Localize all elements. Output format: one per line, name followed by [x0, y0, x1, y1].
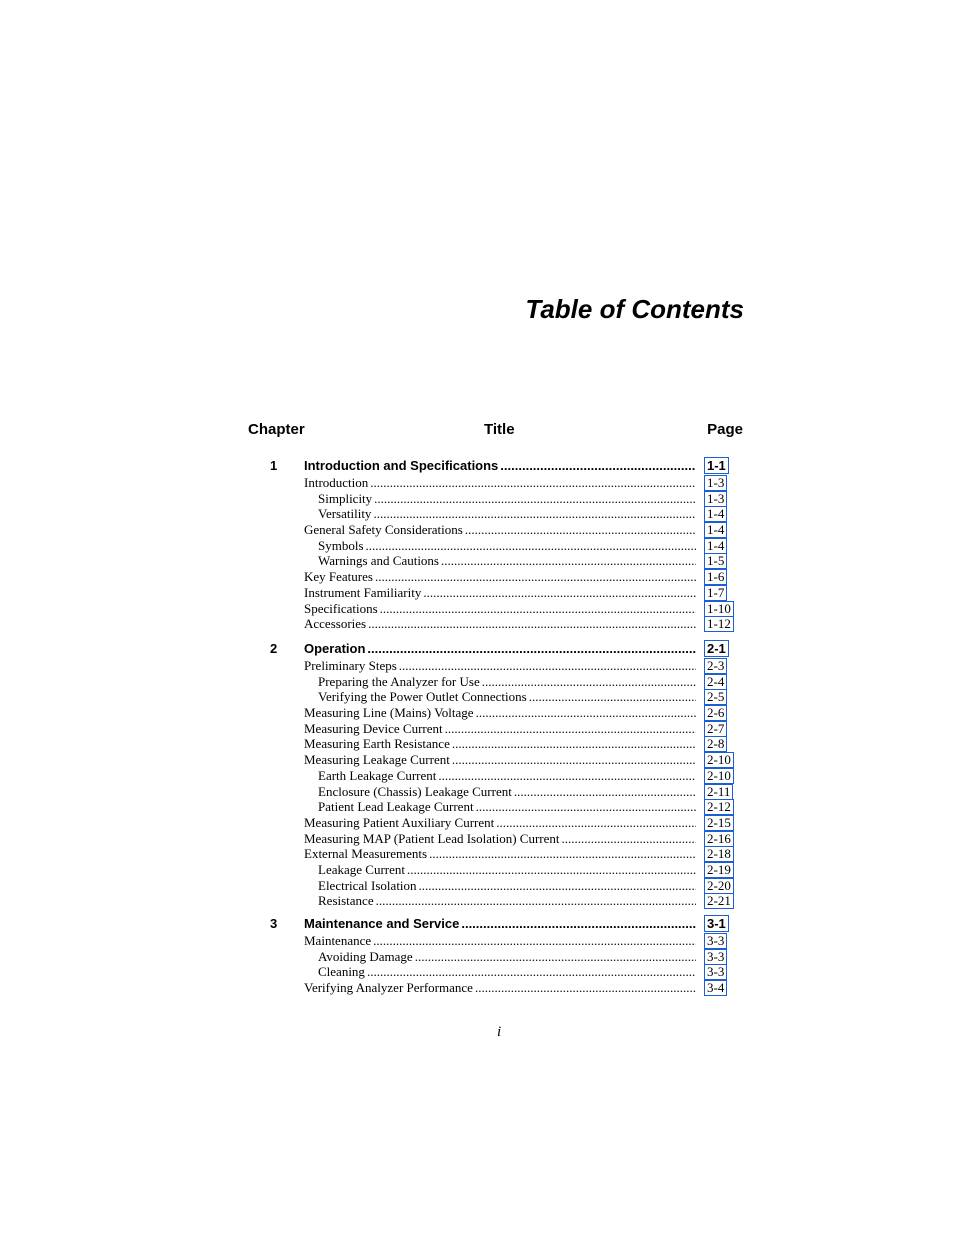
section-title: Verifying Analyzer Performance	[304, 980, 473, 996]
subsection-row	[248, 553, 744, 569]
toc-entry	[304, 915, 696, 932]
page-link[interactable]: 1-1	[704, 457, 729, 474]
dot-leader	[452, 752, 696, 768]
section-row	[248, 846, 744, 862]
toc-entry	[304, 705, 696, 721]
page-link[interactable]: 1-4	[704, 538, 727, 554]
subsection-title: Simplicity	[318, 490, 373, 506]
dot-leader	[374, 491, 696, 507]
subsection-title: Patient Lead Leakage Current	[318, 799, 474, 815]
subsection-title: Resistance	[318, 893, 374, 909]
dot-leader	[461, 915, 696, 932]
subsection-row	[248, 674, 744, 690]
toc-entry	[318, 768, 696, 784]
dot-leader	[407, 862, 696, 878]
column-header-chapter: Chapter	[248, 421, 305, 438]
toc-entry	[318, 538, 696, 554]
page-link[interactable]: 1-12	[704, 616, 734, 632]
subsection-title: Symbols	[318, 537, 364, 553]
toc-entry	[318, 506, 696, 522]
chapter-row	[248, 457, 744, 474]
page-link[interactable]: 2-20	[704, 878, 734, 894]
dot-leader	[367, 640, 696, 657]
section-title: Measuring Patient Auxiliary Current	[304, 814, 495, 830]
toc-entry	[304, 569, 696, 585]
section-title: Measuring Leakage Current	[304, 752, 450, 768]
toc-entry	[304, 475, 696, 491]
dot-leader	[496, 815, 696, 831]
dot-leader	[399, 658, 696, 674]
toc-entry	[304, 640, 696, 657]
subsection-title: Preparing the Analyzer for Use	[318, 673, 480, 689]
page-link[interactable]: 3-3	[704, 933, 727, 949]
section-row	[248, 933, 744, 949]
toc-entry	[304, 457, 696, 474]
dot-leader	[562, 831, 697, 847]
toc-entry	[304, 752, 696, 768]
section-title: Preliminary Steps	[304, 658, 397, 673]
page-link[interactable]: 1-4	[704, 522, 727, 538]
page-link[interactable]: 3-3	[704, 964, 727, 980]
subsection-title: Avoiding Damage	[318, 948, 413, 964]
toc-entry	[304, 980, 696, 996]
section-row	[248, 705, 744, 721]
section-row	[248, 658, 744, 674]
page-link[interactable]: 2-1	[704, 640, 729, 657]
dot-leader	[429, 846, 696, 862]
dot-leader	[445, 721, 696, 737]
page-link[interactable]: 2-4	[704, 674, 727, 690]
dot-leader	[465, 522, 696, 538]
chapter-title: Operation	[304, 641, 366, 656]
dot-leader	[452, 736, 696, 752]
page-link[interactable]: 2-8	[704, 736, 727, 752]
subsection-title: Earth Leakage Current	[318, 767, 437, 783]
toc-entry	[318, 784, 696, 800]
subsection-row	[248, 491, 744, 507]
section-row	[248, 585, 744, 601]
subsection-title: Leakage Current	[318, 861, 405, 877]
page-link[interactable]: 2-18	[704, 846, 734, 862]
subsection-title: Electrical Isolation	[318, 877, 417, 893]
dot-leader	[529, 689, 696, 705]
page-link[interactable]: 2-21	[704, 893, 734, 909]
page-title: Table of Contents	[525, 294, 744, 324]
section-title: Maintenance	[304, 933, 372, 948]
section-row	[248, 601, 744, 617]
page-link[interactable]: 1-10	[704, 601, 734, 617]
dot-leader	[376, 893, 696, 909]
dot-leader	[514, 784, 696, 800]
toc-entry	[318, 553, 696, 569]
dot-leader	[370, 475, 696, 491]
page-link[interactable]: 3-1	[704, 915, 729, 932]
toc-entry	[304, 721, 696, 737]
section-title: Key Features	[304, 569, 373, 585]
subsection-row	[248, 689, 744, 705]
page-link[interactable]: 1-4	[704, 506, 727, 522]
toc-entry	[304, 933, 696, 949]
subsection-row	[248, 768, 744, 784]
page-link[interactable]: 2-10	[704, 752, 734, 768]
subsection-row	[248, 893, 744, 909]
dot-leader	[482, 674, 696, 690]
dot-leader	[367, 964, 696, 980]
toc-entry	[304, 815, 696, 831]
section-row	[248, 752, 744, 768]
column-header-page: Page	[707, 421, 743, 438]
dot-leader	[380, 601, 696, 617]
page-link[interactable]: 2-12	[704, 799, 734, 815]
section-title: Instrument Familiarity	[304, 584, 422, 600]
section-title: Measuring Line (Mains) Voltage	[304, 705, 474, 721]
dot-leader	[476, 705, 696, 721]
dot-leader	[375, 569, 696, 585]
subsection-row	[248, 949, 744, 965]
dot-leader	[441, 553, 696, 569]
dot-leader	[366, 538, 696, 554]
section-title: Introduction	[304, 475, 369, 490]
section-title: Accessories	[304, 616, 367, 632]
toc-entry	[318, 964, 696, 980]
toc-entry	[318, 491, 696, 507]
subsection-row	[248, 964, 744, 980]
page-link[interactable]: 2-5	[704, 689, 727, 705]
toc-entry	[304, 616, 696, 632]
dot-leader	[373, 506, 696, 522]
dot-leader	[476, 799, 696, 815]
section-row	[248, 736, 744, 752]
page-link[interactable]: 2-7	[704, 721, 727, 737]
dot-leader	[438, 768, 696, 784]
chapter-row	[248, 640, 744, 657]
section-title: Measuring Device Current	[304, 720, 443, 736]
page-link[interactable]: 2-3	[704, 658, 727, 674]
chapter-2-block	[248, 640, 744, 909]
subsection-row	[248, 799, 744, 815]
page-link[interactable]: 1-3	[704, 491, 727, 507]
section-row	[248, 721, 744, 737]
subsection-row	[248, 538, 744, 554]
dot-leader	[419, 878, 696, 894]
column-header-title: Title	[484, 421, 515, 438]
toc-entry	[304, 736, 696, 752]
subsection-row	[248, 506, 744, 522]
page-link[interactable]: 1-5	[704, 553, 727, 569]
chapter-1-block	[248, 457, 744, 632]
section-title: External Measurements	[304, 846, 428, 862]
toc-entry	[304, 522, 696, 538]
page-link[interactable]: 3-3	[704, 949, 727, 965]
section-row	[248, 831, 744, 847]
section-row	[248, 522, 744, 538]
chapter-title: Introduction and Specifications	[304, 458, 499, 473]
subsection-title: Versatility	[318, 506, 372, 522]
toc-entry	[318, 878, 696, 894]
page-link[interactable]: 2-15	[704, 815, 734, 831]
toc-entry	[318, 862, 696, 878]
toc-entry	[318, 799, 696, 815]
dot-leader	[415, 949, 696, 965]
dot-leader	[368, 616, 696, 632]
toc-entry	[318, 689, 696, 705]
dot-leader	[500, 457, 696, 474]
subsection-title: Enclosure (Chassis) Leakage Current	[318, 783, 512, 799]
toc-entry	[318, 893, 696, 909]
dot-leader	[373, 933, 696, 949]
chapter-number: 3	[270, 916, 278, 931]
toc-entry	[304, 831, 696, 847]
section-title: General Safety Considerations	[304, 522, 463, 538]
section-row	[248, 616, 744, 632]
chapter-3-block	[248, 915, 744, 996]
chapter-title: Maintenance and Service	[304, 916, 460, 931]
page-link[interactable]: 2-10	[704, 768, 734, 784]
section-row	[248, 475, 744, 491]
toc-entry	[318, 949, 696, 965]
toc-entry	[304, 658, 696, 674]
chapter-number: 1	[270, 458, 278, 473]
toc-entry	[304, 585, 696, 601]
subsection-title: Cleaning	[318, 964, 365, 980]
page-link[interactable]: 2-16	[704, 831, 734, 847]
section-row	[248, 980, 744, 996]
page-link[interactable]: 1-7	[704, 585, 727, 601]
page-link[interactable]: 2-6	[704, 705, 727, 721]
section-title: Measuring MAP (Patient Lead Isolation) Current	[304, 830, 560, 846]
chapter-row	[248, 915, 744, 932]
subsection-title: Warnings and Cautions	[318, 553, 439, 569]
toc-entry	[318, 674, 696, 690]
subsection-title: Verifying the Power Outlet Connections	[318, 689, 527, 705]
section-row	[248, 569, 744, 585]
page-link[interactable]: 1-6	[704, 569, 727, 585]
dot-leader	[475, 980, 696, 996]
dot-leader	[423, 585, 696, 601]
subsection-row	[248, 878, 744, 894]
section-title: Measuring Earth Resistance	[304, 736, 450, 752]
section-row	[248, 815, 744, 831]
page-link[interactable]: 3-4	[704, 980, 727, 996]
page-number: i	[497, 1024, 502, 1040]
page-link[interactable]: 2-11	[704, 784, 733, 800]
chapter-number: 2	[270, 641, 278, 656]
section-title: Specifications	[304, 600, 378, 616]
subsection-row	[248, 862, 744, 878]
subsection-row	[248, 784, 744, 800]
toc-entry	[304, 846, 696, 862]
page-link[interactable]: 1-3	[704, 475, 727, 491]
page-link[interactable]: 2-19	[704, 862, 734, 878]
toc-entry	[304, 601, 696, 617]
